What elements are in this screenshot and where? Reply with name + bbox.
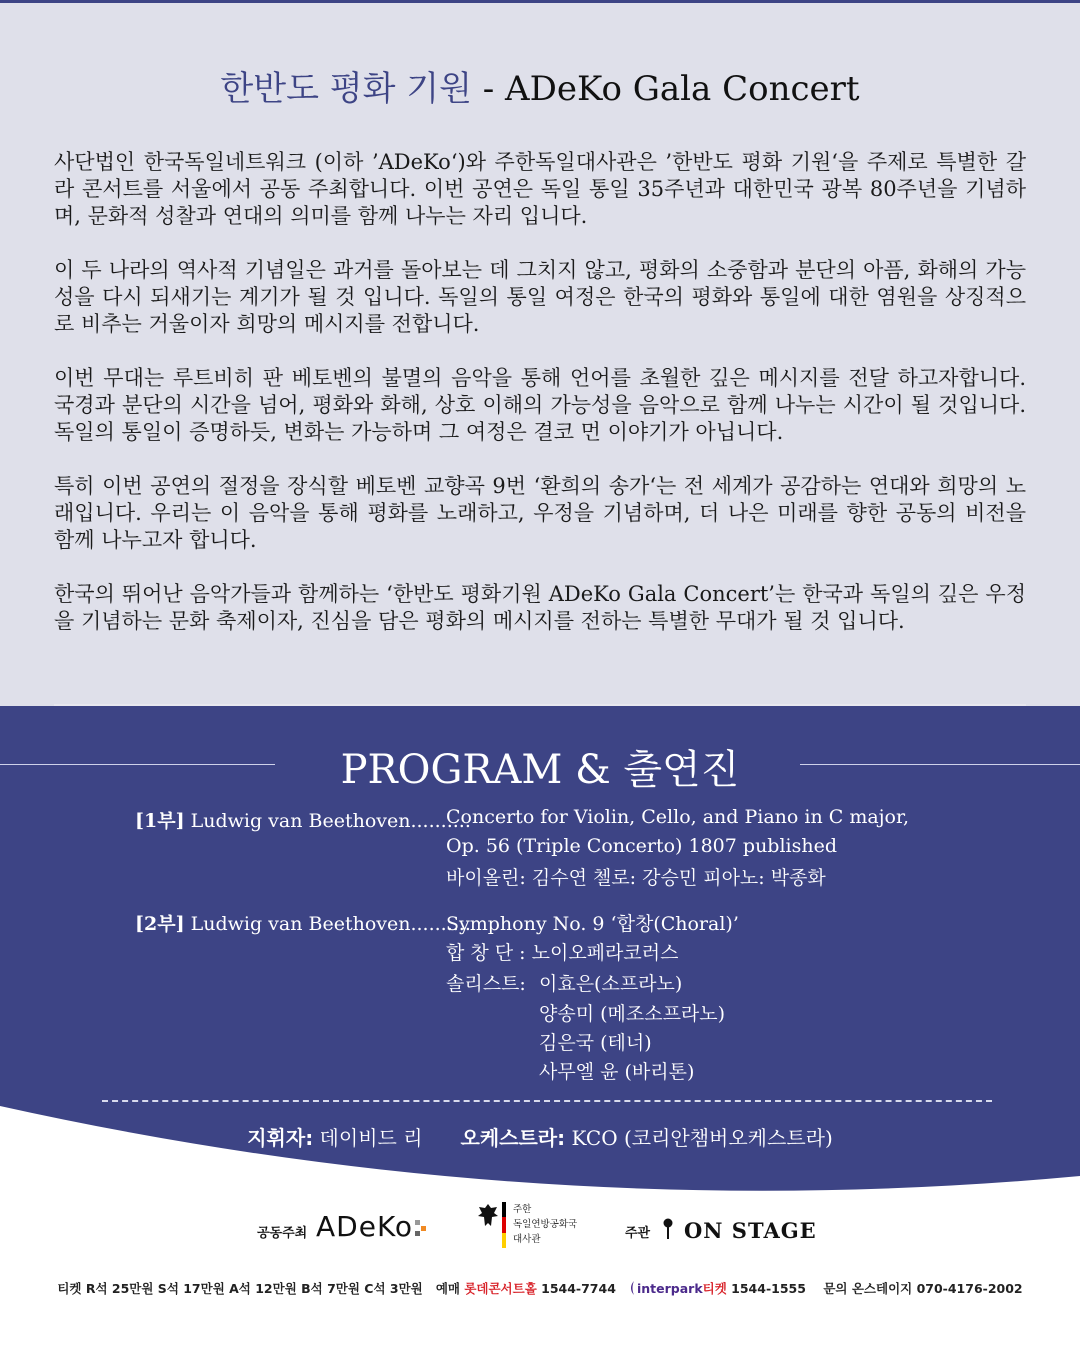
sponsor-logos <box>0 1198 1080 1258</box>
orchestra-label: 오케스트라: <box>460 1126 566 1150</box>
intro-paragraph: 이번 무대는 루트비히 판 베토벤의 불멸의 음악을 통해 언어를 초월한 깊은 메시지를 전달 하고자합니다. 국경과 분단의 시간을 넘어, 평화와 화해, 상호 이해의 가능성을 음악으로 함께 나누는 시간이 될 것입니다. 독일의 통일이 증명하듯, 변화는 가능하며 그 여정은 결코 먼 이야기가 아닙니다. <box>54 366 1026 444</box>
soloist-item: 사무엘 윤 (바리톤) <box>539 1061 695 1083</box>
german-flag-stripe <box>502 1202 506 1248</box>
organizer-label: 주관 <box>625 1226 651 1241</box>
conductor-name: 데이비드 리 <box>313 1126 423 1150</box>
page-title <box>0 61 1080 110</box>
part1-heading <box>135 806 471 833</box>
intro-paragraph: 사단법인 한국독일네트워크 (이하 ’ADeKo‘)와 주한독일대사관은 ’한반도 평화 기원‘을 주제로 특별한 갈라 콘서트를 서울에서 공동 주최합니다. 이번 공연은 독일 통일 35주년과 대한민국 광복 80주년을 기념하며, 문화적 성찰과 연대의 의미를 함께 나누는 자리 입니다. <box>54 150 1026 228</box>
intro-paragraph: 이 두 나라의 역사적 기념일은 과거를 돌아보는 데 그치지 않고, 평화의 소중함과 분단의 아픔, 화해의 가능성을 다시 되새기는 계기가 될 것 입니다. 독일의 통일 여정은 한국의 평화와 통일에 대한 염원을 상징적으로 비추는 거울이자 희망의 메시지를 전합니다. <box>54 258 1026 336</box>
title-english: ADeKo Gala Concert <box>505 69 860 109</box>
microphone-icon <box>662 1218 674 1242</box>
part1-composer: Ludwig van Beethoven.......... <box>190 810 471 832</box>
cohost-label: 공동주최 <box>257 1226 308 1241</box>
part2-choir: 합 창 단 : 노이오페라코러스 <box>446 942 679 964</box>
part1-performers: 바이올린: 김수연 첼로: 강승민 피아노: 박종화 <box>446 867 826 889</box>
part1-work-line1: Concerto for Violin, Cello, and Piano in C major, <box>446 806 910 828</box>
adeko-pixel-icon <box>415 1220 431 1236</box>
program-title: PROGRAM & 출연진 <box>340 747 740 793</box>
interpark-icon <box>629 1281 637 1295</box>
part2-label: [2부] <box>135 913 185 935</box>
eagle-icon <box>477 1202 499 1230</box>
soloists-label: 솔리스트: <box>446 973 526 995</box>
interpark-phone: 1544-1555 <box>726 1281 806 1296</box>
intro-text <box>54 149 1026 662</box>
onstage-logo: ON STAGE <box>684 1218 817 1243</box>
inquiry-info: 문의 온스테이지 070-4176-2002 <box>823 1281 1023 1296</box>
ticket-prices: 티켓 R석 25만원 S석 17만원 A석 12만원 B석 7만원 C석 3만원 <box>57 1281 423 1296</box>
part1-label: [1부] <box>135 810 185 832</box>
lotte-concert-hall: 롯데콘서트홀 <box>464 1281 537 1296</box>
booking-label: 예매 <box>435 1281 460 1296</box>
conductor-label: 지휘자: <box>247 1126 314 1150</box>
ticket-info <box>0 1279 1080 1297</box>
interpark-ticket: 티켓 <box>702 1281 727 1296</box>
dashed-divider <box>102 1100 992 1102</box>
intro-paragraph: 한국의 뛰어난 음악가들과 함께하는 ‘한반도 평화기원 ADeKo Gala Concert’는 한국과 독일의 깊은 우정을 기념하는 문화 축제이자, 진심을 담은 평화의 메시지를 전하는 특별한 무대가 될 것 입니다. <box>54 582 1026 633</box>
orchestra-name: KCO (코리안챔버오케스트라) <box>565 1126 833 1150</box>
lotte-phone: 1544-7744 <box>536 1281 616 1296</box>
interpark-logo: interpark <box>636 1281 703 1296</box>
embassy-logo-text: 주한 독일연방공화국 대사관 <box>513 1204 578 1245</box>
title-separator: - <box>471 69 506 109</box>
title-korean: 한반도 평화 기원 <box>220 69 472 109</box>
part2-work: Symphony No. 9 ‘합창(Choral)’ <box>446 913 739 935</box>
part2-heading <box>135 909 471 936</box>
soloist-item: 김은국 (테너) <box>539 1032 652 1054</box>
credits-line <box>0 1122 1080 1151</box>
adeko-logo: ADeKo <box>316 1210 431 1243</box>
soloist-item: 양송미 (메조소프라노) <box>539 1003 726 1025</box>
part2-composer: Ludwig van Beethoven.......... <box>190 913 471 935</box>
soloist-item: 이효은(소프라노) <box>539 973 683 995</box>
intro-paragraph: 특히 이번 공연의 절정을 장식할 베토벤 교향곡 9번 ‘환희의 송가‘는 전 세계가 공감하는 연대와 희망의 노래입니다. 우리는 이 음악을 통해 평화를 노래하고, 우정을 기념하며, 더 나은 미래를 향한 공동의 비전을 함께 나누고자 합니다. <box>54 474 1026 552</box>
part1-work-line2: Op. 56 (Triple Concerto) 1807 published <box>446 835 838 857</box>
